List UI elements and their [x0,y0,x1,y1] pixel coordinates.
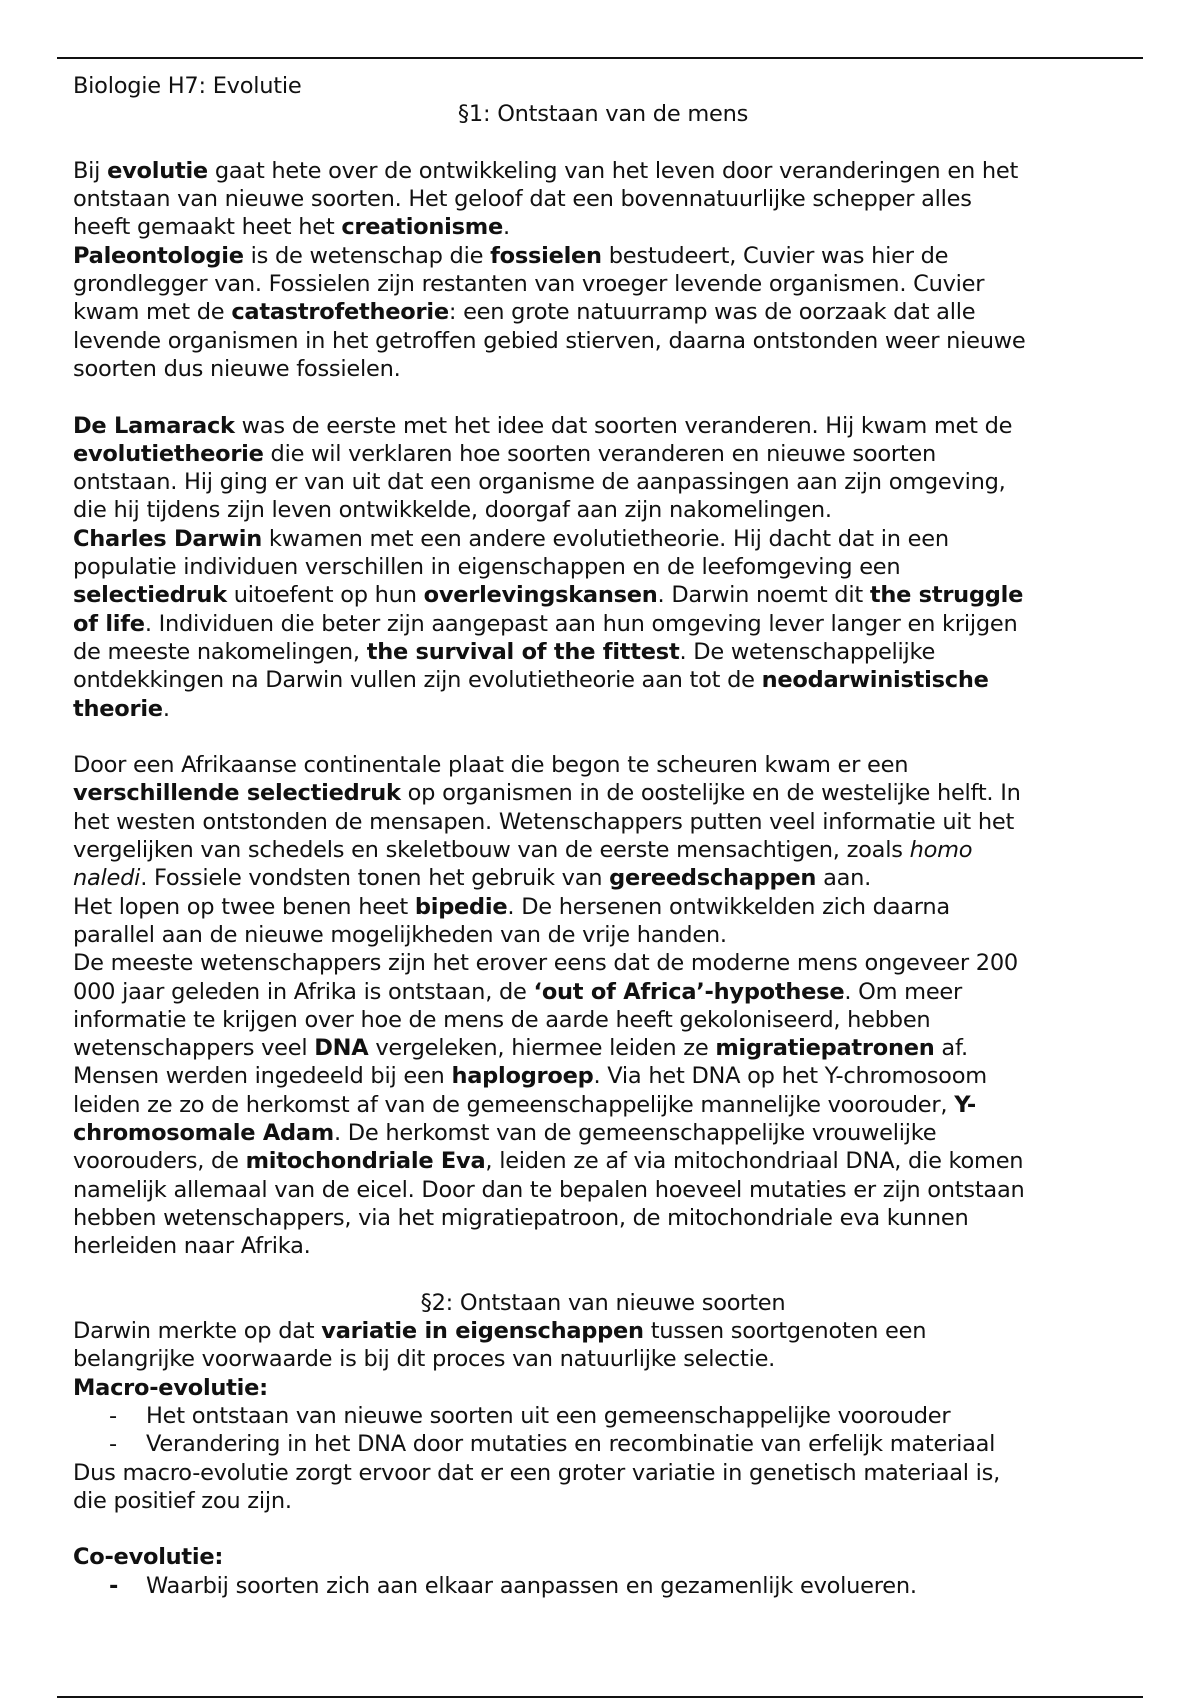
text-run: Door een Afrikaanse continentale plaat die begon te scheuren kwam er een [73,752,909,779]
text-run: . Om meer [844,978,963,1005]
text-run: De meeste wetenschappers zijn het erover eens dat de moderne mens ongeveer 200 [73,950,1018,977]
text-run: Dus macro-evolutie zorgt ervoor dat er een groter variatie in genetisch materiaal is, [73,1459,1001,1486]
text-run: belangrijke voorwaarde is bij dit proces van natuurlijke selectie. [73,1346,776,1373]
text-line [73,610,1133,638]
bold-term: overlevingskansen [423,582,658,609]
text-run: Mensen werden ingedeeld bij een [73,1063,452,1090]
bold-term: Paleontologie [73,242,244,269]
dash-glyph: - [109,1431,117,1458]
text-run: : een grote natuurramp was de oorzaak dat alle [448,299,976,326]
text-run: populatie individuen verschillen in eigenschappen en de leefomgeving een [73,554,901,581]
bold-term: ‘out of Africa’-hypothese [533,978,845,1005]
text-run: . Darwin noemt dit [657,582,870,609]
dash-glyph: - [109,1572,119,1599]
text-line [73,1204,1133,1232]
footer-rule [57,1696,1143,1698]
text-line [73,298,1133,326]
bold-term: De Lamarack [73,412,235,439]
text-run: parallel aan de nieuwe mogelijkheden van de vrije handen. [73,921,727,948]
bold-term: variatie in eigenschappen [321,1318,644,1345]
document-page [73,72,1133,1600]
text-line [73,1176,1133,1204]
section-2-body [73,1317,1133,1374]
spacer [73,383,1133,411]
text-line [73,808,1133,836]
text-line [73,1317,1133,1345]
italic-term: homo [909,837,973,864]
text-line [73,242,1133,270]
text-line [73,1062,1133,1090]
text-run: af. [934,1035,968,1062]
text-run: informatie te krijgen over hoe de mens de aarde heeft gekoloniseerd, hebben [73,1006,931,1033]
bold-term: evolutietheorie [73,440,264,467]
text-line [73,1006,1133,1034]
text-line [73,1091,1133,1119]
text-line [73,270,1133,298]
text-line [73,496,1133,524]
text-line [73,1119,1133,1147]
text-run: tussen soortgenoten een [643,1318,927,1345]
text-run: , leiden ze af via mitochondriaal DNA, die komen [485,1148,1024,1175]
text-line [73,921,1133,949]
bold-term: selectiedruk [73,582,227,609]
bold-term: theorie [73,695,163,722]
text-line [73,157,1133,185]
document-title: Biologie H7: Evolutie [73,73,302,99]
text-line [73,779,1133,807]
bold-term: the survival of the fittest [366,638,680,665]
text-line [73,355,1133,383]
bold-term: migratiepatronen [715,1035,935,1062]
text-run: levende organismen in het getroffen gebied stierven, daarna ontstonden weer nieuwe [73,327,1026,354]
text-run: voorouders, de [73,1148,246,1175]
text-run: Het lopen op twee benen heet [73,893,415,920]
text-line [73,213,1133,241]
text-run: grondlegger van. Fossielen zijn restanten van vroeger levende organismen. Cuvier [73,271,985,298]
bold-term: DNA [314,1035,369,1062]
bullet-text: Waarbij soorten zich aan elkaar aanpassen en gezamenlijk evolueren. [146,1572,917,1599]
bold-term: Y- [954,1091,977,1118]
bold-term: the struggle [869,582,1024,609]
co-evolutie-heading: Co-evolutie: [73,1544,224,1571]
text-line [73,1487,1133,1515]
text-run: namelijk allemaal van de eicel. Door dan te bepalen hoeveel mutaties er zijn ontstaan [73,1176,1025,1203]
co-bullet-1 [73,1572,1133,1600]
section-2-heading: §2: Ontstaan van nieuwe soorten [420,1289,786,1316]
text-line [73,1232,1133,1260]
text-run: was de eerste met het idee dat soorten veranderen. Hij kwam met de [234,412,1013,439]
text-line [73,864,1133,892]
text-run: . Via het DNA op het Y-chromosoom [593,1063,987,1090]
bullet-text: Verandering in het DNA door mutaties en recombinatie van erfelijk materiaal [146,1431,996,1458]
text-run: . [502,214,510,241]
text-run: ontstaan. Hij ging er van uit dat een organisme de aanpassingen aan zijn omgeving, [73,469,1006,496]
text-run: Darwin merkte op dat [73,1318,322,1345]
italic-term: naledi [73,865,141,892]
text-run: is de wetenschap die [243,242,491,269]
text-line [73,978,1133,1006]
bold-term: catastrofetheorie [231,299,449,326]
text-run: . [162,695,170,722]
text-line [73,1345,1133,1373]
text-run: ontstaan van nieuwe soorten. Het geloof dat een bovennatuurlijke schepper alles [73,186,972,213]
text-run: hebben wetenschappers, via het migratiepatroon, de mitochondriale eva kunnen [73,1204,969,1231]
text-line [73,440,1133,468]
text-run: vergeleken, hiermee leiden ze [368,1035,716,1062]
dash-glyph: - [109,1402,117,1429]
bold-term: bipedie [414,893,508,920]
text-run: kwam met de [73,299,232,326]
text-run: ontdekkingen na Darwin vullen zijn evolutietheorie aan tot de [73,667,762,694]
header-rule [57,57,1143,59]
text-line [73,1034,1133,1062]
text-line [73,412,1133,440]
text-run: op organismen in de oostelijke en de westelijke helft. In [400,780,1021,807]
text-line [73,185,1133,213]
macro-bullet-1 [73,1402,1133,1430]
text-line [73,893,1133,921]
bold-term: evolutie [107,157,208,184]
bold-term: of life [73,610,145,637]
spacer [73,129,1133,157]
text-run: vergelijken van schedels en skeletbouw van de eerste mensachtigen, zoals [73,837,910,864]
text-run: . Individuen die beter zijn aangepast aan hun omgeving lever langer en krijgen [144,610,1018,637]
text-line [73,1459,1133,1487]
text-run: die positief zou zijn. [73,1487,292,1514]
text-run: gaat hete over de ontwikkeling van het leven door veranderingen en het [207,157,1019,184]
text-line [73,553,1133,581]
text-run: kwamen met een andere evolutietheorie. Hij dacht dat in een [261,525,949,552]
text-line [73,638,1133,666]
spacer [73,1260,1133,1288]
text-line [73,695,1133,723]
macro-evolutie-heading: Macro-evolutie: [73,1374,268,1401]
text-line [73,836,1133,864]
macro-bullet-2 [73,1430,1133,1458]
text-line [73,581,1133,609]
bold-term: mitochondriale Eva [245,1148,486,1175]
text-run: wetenschappers veel [73,1035,315,1062]
macro-conclusion [73,1459,1133,1516]
spacer [73,723,1133,751]
text-run: herleiden naar Afrika. [73,1233,311,1260]
text-run: Bij [73,157,108,184]
text-run: . De wetenschappelijke [679,638,936,665]
text-run: soorten dus nieuwe fossielen. [73,355,401,382]
text-run: uitoefent op hun [226,582,424,609]
text-line [73,327,1133,355]
text-line [73,949,1133,977]
bold-term: chromosomale Adam [73,1119,334,1146]
text-run: bestudeert, Cuvier was hier de [601,242,949,269]
text-run: aan. [816,865,872,892]
spacer [73,1515,1133,1543]
bold-term: creationisme [341,214,503,241]
text-run: leiden ze zo de herkomst af van de gemeenschappelijke mannelijke voorouder, [73,1091,955,1118]
bold-term: verschillende selectiedruk [73,780,401,807]
bold-term: haplogroep [451,1063,594,1090]
text-run: het westen ontstonden de mensapen. Wetenschappers putten veel informatie uit het [73,808,1015,835]
section-1-heading: §1: Ontstaan van de mens [457,101,749,128]
text-line [73,468,1133,496]
text-run: heeft gemaakt heet het [73,214,342,241]
text-line [73,666,1133,694]
section-1-body [73,157,1133,1261]
bold-term: Charles Darwin [73,525,262,552]
text-run: . De hersenen ontwikkelden zich daarna [507,893,950,920]
text-run: 000 jaar geleden in Afrika is ontstaan, de [73,978,534,1005]
bold-term: gereedschappen [609,865,817,892]
text-run: die wil verklaren hoe soorten veranderen en nieuwe soorten [263,440,937,467]
text-run: . De herkomst van de gemeenschappelijke vrouwelijke [334,1119,937,1146]
text-run: de meeste nakomelingen, [73,638,367,665]
text-line [73,1147,1133,1175]
text-line [73,525,1133,553]
text-line [73,751,1133,779]
bold-term: neodarwinistische [761,667,989,694]
bullet-text: Het ontstaan van nieuwe soorten uit een gemeenschappelijke voorouder [146,1402,951,1429]
bold-term: fossielen [490,242,602,269]
text-run: die hij tijdens zijn leven ontwikkelde, doorgaf aan zijn nakomelingen. [73,497,832,524]
text-run: . Fossiele vondsten tonen het gebruik van [140,865,610,892]
